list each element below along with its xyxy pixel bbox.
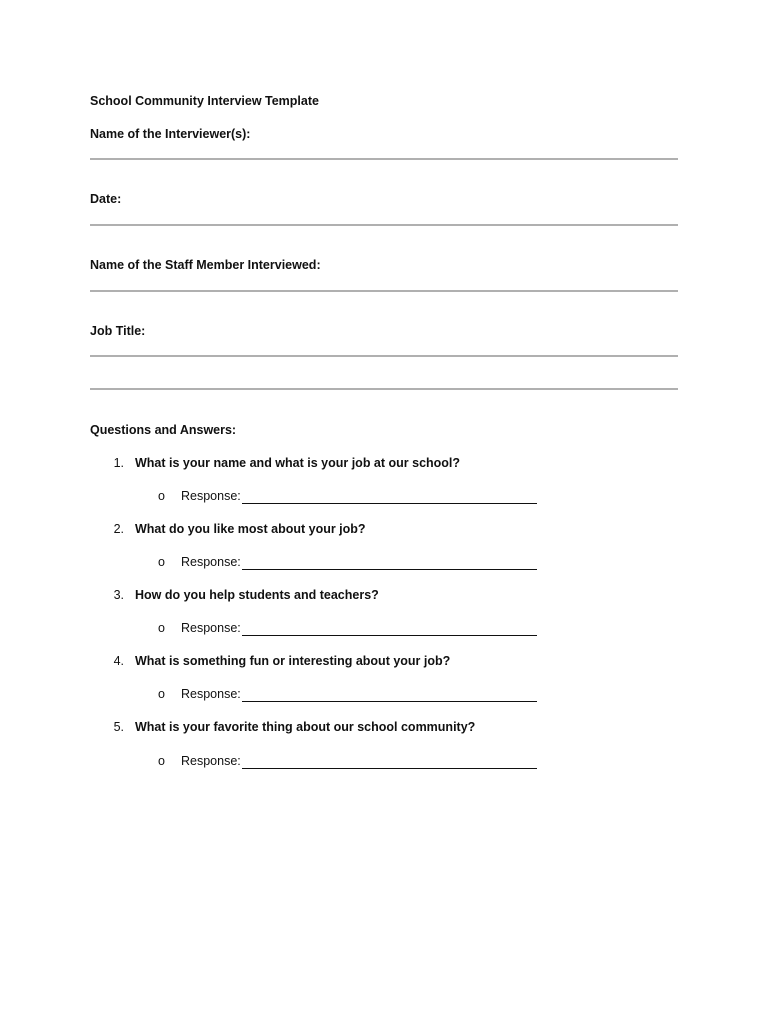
response-label: Response: — [181, 754, 241, 768]
field-line-staff-member[interactable] — [90, 290, 678, 292]
question-number: 1. — [113, 456, 124, 470]
response-label: Response: — [181, 621, 241, 635]
question-text: What is your name and what is your job at our school? — [135, 456, 461, 470]
question-number: 2. — [113, 522, 124, 536]
field-label-interviewer: Name of the Interviewer(s): — [90, 127, 251, 141]
field-line-job-title[interactable] — [90, 355, 678, 357]
question-number: 4. — [113, 654, 124, 668]
question-text: What is your favorite thing about our school community? — [135, 720, 476, 734]
response-label: Response: — [181, 687, 241, 701]
bullet-icon: o — [158, 621, 165, 635]
response-line[interactable] — [242, 503, 537, 504]
field-label-staff-member: Name of the Staff Member Interviewed: — [90, 258, 321, 272]
response-label: Response: — [181, 489, 241, 503]
question-text: What do you like most about your job? — [135, 522, 366, 536]
bullet-icon: o — [158, 687, 165, 701]
document-title: School Community Interview Template — [90, 94, 319, 108]
response-line[interactable] — [242, 701, 537, 702]
field-line-interviewer[interactable] — [90, 158, 678, 160]
response-label: Response: — [181, 555, 241, 569]
field-line-date[interactable] — [90, 224, 678, 226]
question-number: 5. — [113, 720, 124, 734]
field-label-date: Date: — [90, 192, 122, 206]
bullet-icon: o — [158, 489, 165, 503]
field-line-job-title-extra[interactable] — [90, 388, 678, 390]
section-heading: Questions and Answers: — [90, 423, 237, 437]
bullet-icon: o — [158, 555, 165, 569]
bullet-icon: o — [158, 754, 165, 768]
question-number: 3. — [113, 588, 124, 602]
question-text: How do you help students and teachers? — [135, 588, 379, 602]
question-text: What is something fun or interesting about your job? — [135, 654, 451, 668]
response-line[interactable] — [242, 768, 537, 769]
field-label-job-title: Job Title: — [90, 324, 146, 338]
response-line[interactable] — [242, 635, 537, 636]
response-line[interactable] — [242, 569, 537, 570]
